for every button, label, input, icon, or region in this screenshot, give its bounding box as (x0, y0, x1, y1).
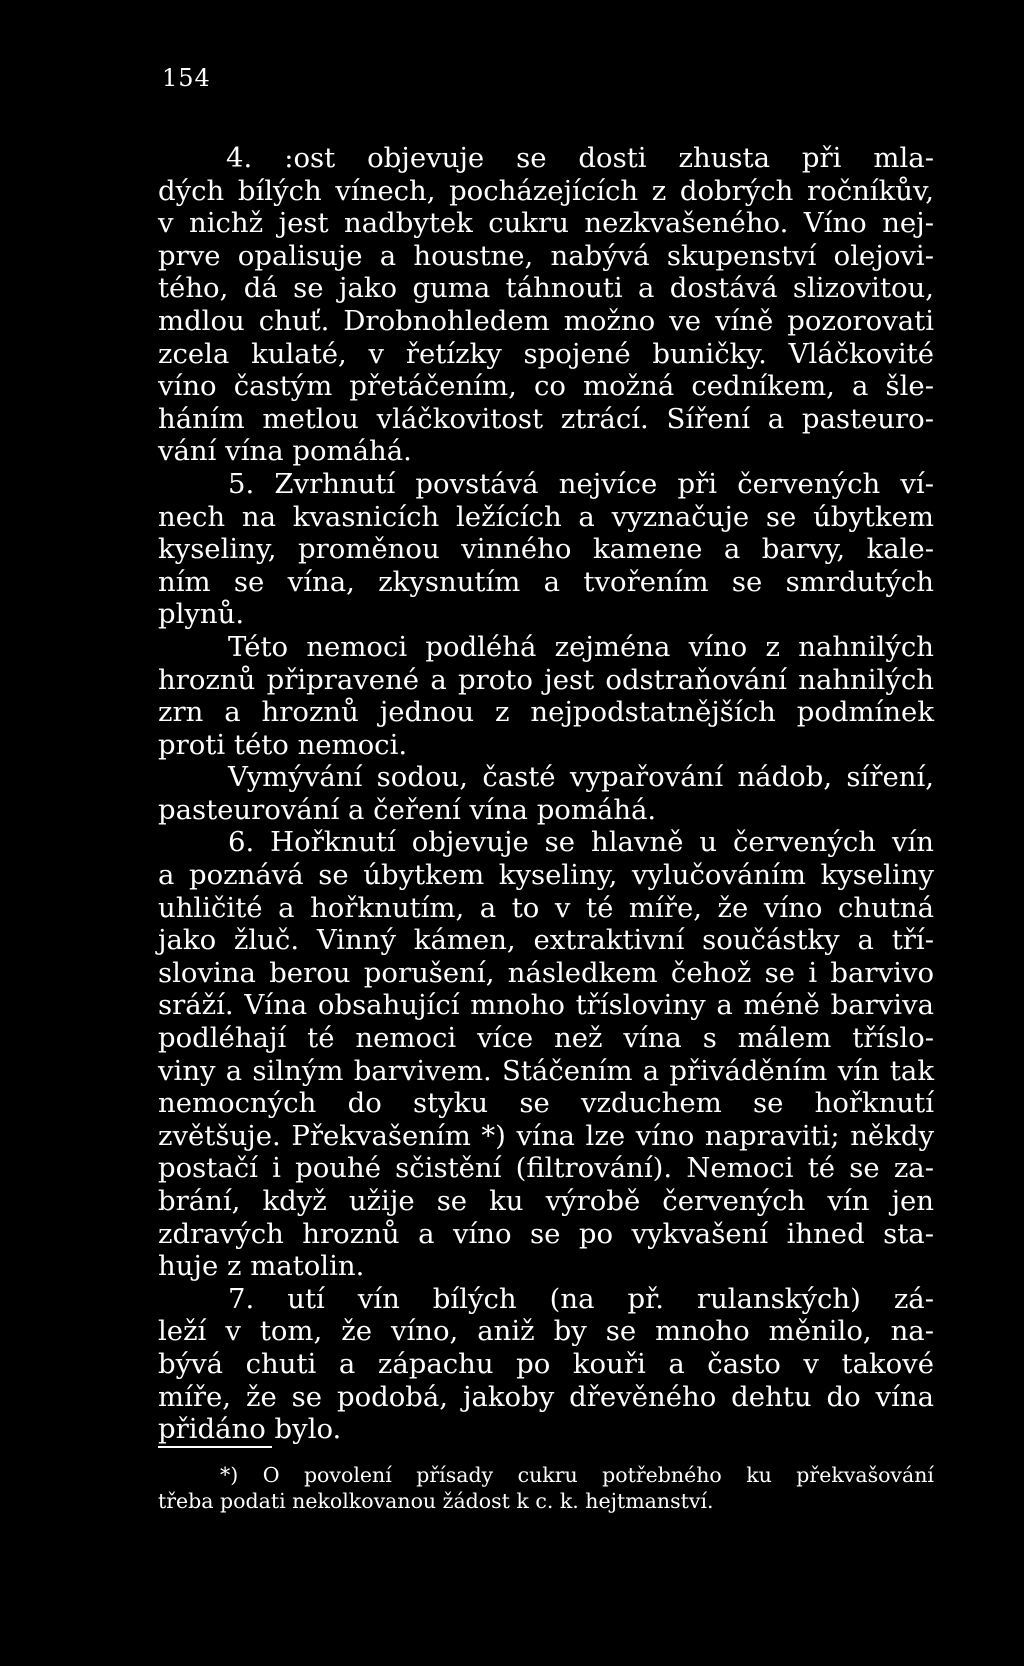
text-line: leží v tom, že víno, aniž by se mnoho měnilo, na- (158, 1315, 934, 1348)
footnote-line: *) O povolení přísady cukru potřebného ku překvašování (220, 1463, 934, 1487)
text-line: nemocných do styku se vzduchem se hořknutí (158, 1087, 934, 1120)
text-line: kyseliny, proměnou vinného kamene a barvy, kale- (158, 533, 934, 566)
text-line: v nichž jest nadbytek cukru nezkvašeného. Víno nej- (158, 207, 934, 240)
body-text (158, 142, 934, 1446)
text-line: plynů. (158, 598, 245, 631)
text-line: tého, dá se jako guma táhnouti a dostává slizovitou, (158, 272, 934, 305)
footnote (158, 1462, 934, 1514)
text-line: jako žluč. Vinný kámen, extraktivní součástky a tří- (158, 924, 934, 957)
text-line: proti této nemoci. (158, 728, 408, 761)
text-line: huje z matolin. (158, 1250, 365, 1283)
text-line: dých bílých vínech, pocházejících z dobrých ročníkův, (158, 174, 934, 207)
text-line: přidáno bylo. (158, 1413, 342, 1446)
text-line: Této nemoci podléhá zejména víno z nahnilých (228, 630, 934, 663)
text-line: zvětšuje. Překvašením *) vína lze víno napraviti; někdy (158, 1119, 934, 1152)
text-line: sráží. Vína obsahující mnoho třísloviny a méně barviva (158, 989, 934, 1022)
text-line: 4. :ost objevuje se dosti zhusta při mla- (226, 142, 934, 174)
text-line: bývá chuti a zápachu po kouři a často v takové (158, 1347, 934, 1380)
text-line: podléhají té nemoci více než vína s málem tříslo- (158, 1022, 934, 1055)
text-line: uhličité a hořknutím, a to v té míře, že víno chutná (158, 891, 934, 924)
footnote-line: třeba podati nekolkovanou žádost k c. k. hejtmanství. (158, 1489, 714, 1513)
text-line: 6. Hořknutí objevuje se hlavně u červených vín (228, 826, 934, 859)
text-line: 5. Zvrhnutí povstává nejvíce při červených ví- (228, 467, 934, 500)
text-line: prve opalisuje a houstne, nabývá skupenství olejovi- (158, 239, 934, 272)
text-line: zcela kulaté, v řetízky spojené buničky. Vláčkovité (158, 337, 934, 370)
text-line: nech na kvasnicích ležících a vyznačuje se úbytkem (158, 500, 934, 533)
page-number: 154 (162, 64, 211, 92)
text-line: mdlou chuť. Drobnohledem možno ve víně pozorovati (158, 304, 934, 337)
text-line: háním metlou vláčkovitost ztrácí. Síření a pasteuro- (158, 402, 934, 435)
text-line: vání vína pomáhá. (158, 435, 412, 468)
text-line: Vymývání sodou, časté vypařování nádob, síření, (228, 761, 934, 794)
text-line: brání, když užije se ku výrobě červených vín jen (158, 1185, 934, 1217)
text-line: hroznů připravené a proto jest odstraňování nahnilých (158, 663, 934, 696)
text-line: postačí i pouhé sčistění (filtrování). Nemoci té se za- (158, 1152, 934, 1185)
text-line: ním se vína, zkysnutím a tvořením se smrdutých (158, 565, 934, 598)
text-line: pasteurování a čeření vína pomáhá. (158, 793, 657, 826)
text-line: slovina berou porušení, následkem čehož se i barvivo (158, 956, 934, 989)
footnote-divider (158, 1446, 272, 1448)
text-line: 7. utí vín bílých (na př. rulanských) zá- (228, 1282, 934, 1315)
text-line: zrn a hroznů jednou z nejpodstatnějších podmínek (158, 696, 934, 729)
text-line: víno častým přetáčením, co možná cedníkem, a šle- (158, 370, 934, 403)
text-line: a poznává se úbytkem kyseliny, vylučováním kyseliny (158, 859, 934, 892)
text-line: zdravých hroznů a víno se po vykvašení ihned sta- (158, 1217, 934, 1250)
text-line: viny a silným barvivem. Stáčením a přiváděním vín tak (158, 1054, 934, 1087)
text-line: míře, že se podobá, jakoby dřevěného dehtu do vína (158, 1380, 934, 1413)
